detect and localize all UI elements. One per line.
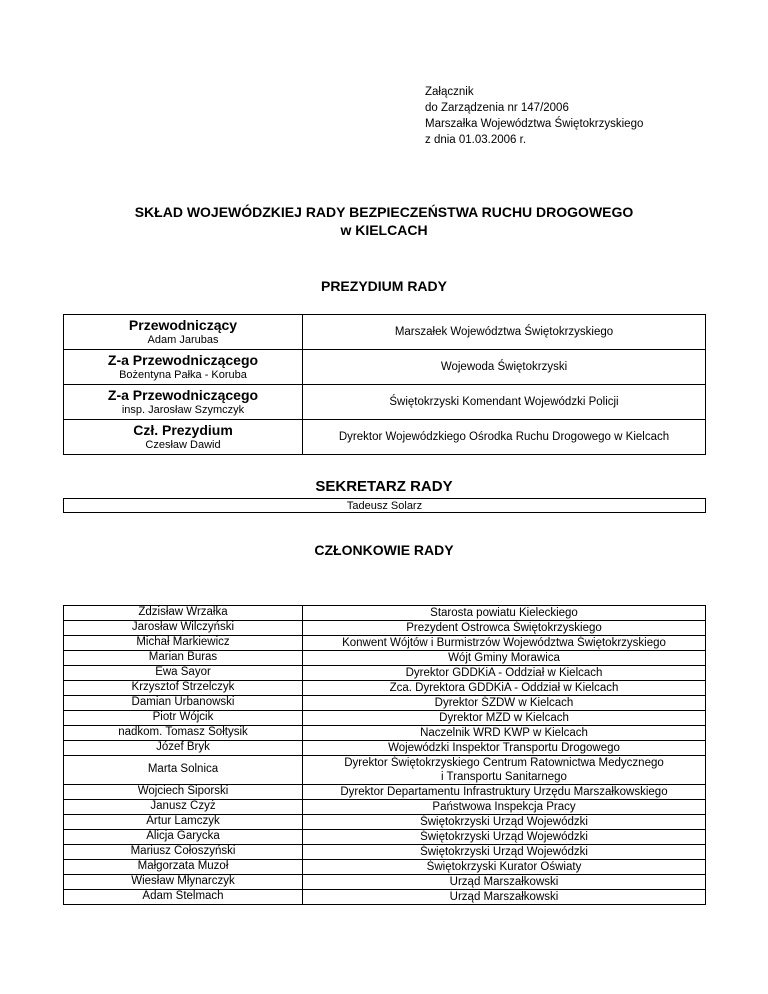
table-row	[64, 875, 706, 890]
members-table	[63, 605, 706, 905]
member-institution: Świętokrzyski Kurator Oświaty	[303, 860, 706, 875]
presidium-person	[64, 315, 303, 350]
member-institution: Zca. Dyrektora GDDKiA - Oddział w Kielcach	[303, 681, 706, 696]
table-row	[64, 696, 706, 711]
institution-line: i Transportu Sanitarnego	[441, 771, 567, 783]
member-institution: Dyrektor GDDKiA - Oddział w Kielcach	[303, 666, 706, 681]
member-name: Mariusz Cołoszyński	[64, 845, 303, 860]
member-institution: Świętokrzyski Urząd Wojewódzki	[303, 815, 706, 830]
table-row	[64, 606, 706, 621]
presidium-institution: Świętokrzyski Komendant Wojewódzki Policji	[303, 385, 706, 420]
member-name: Jarosław Wilczyński	[64, 621, 303, 636]
member-name: Adam Stelmach	[64, 890, 303, 905]
member-name: Krzysztof Strzelczyk	[64, 681, 303, 696]
presidium-person	[64, 420, 303, 455]
member-name: Alicja Garycka	[64, 830, 303, 845]
member-name: Małgorzata Muzoł	[64, 860, 303, 875]
members-heading: CZŁONKOWIE RADY	[314, 542, 454, 558]
member-name: Damian Urbanowski	[64, 696, 303, 711]
annex-line: Marszałka Województwa Świętokrzyskiego	[425, 118, 644, 130]
presidium-institution: Marszałek Województwa Świętokrzyskiego	[303, 315, 706, 350]
table-row	[64, 785, 706, 800]
presidium-institution: Dyrektor Wojewódzkiego Ośrodka Ruchu Drogowego w Kielcach	[303, 420, 706, 455]
secretary-table	[63, 498, 706, 513]
member-institution: Państwowa Inspekcja Pracy	[303, 800, 706, 815]
person-name: Adam Jarubas	[147, 334, 219, 346]
title-line: SKŁAD WOJEWÓDZKIEJ RADY BEZPIECZEŃSTWA RUCHU DROGOWEGO	[134, 204, 634, 220]
member-name: nadkom. Tomasz Sołtysik	[64, 726, 303, 741]
member-name: Michał Markiewicz	[64, 636, 303, 651]
secretary-row	[64, 499, 706, 513]
member-institution: Wójt Gminy Morawica	[303, 651, 706, 666]
role-label: Czł. Prezydium	[133, 422, 233, 438]
member-name: Janusz Czyż	[64, 800, 303, 815]
presidium-person	[64, 385, 303, 420]
member-institution: Świętokrzyski Urząd Wojewódzki	[303, 845, 706, 860]
member-institution: Urząd Marszałkowski	[303, 890, 706, 905]
table-row	[64, 666, 706, 681]
annex-line: Załącznik	[425, 86, 474, 98]
role-label: Przewodniczący	[128, 317, 238, 333]
table-row	[64, 860, 706, 875]
member-institution: Świętokrzyski Urząd Wojewódzki	[303, 830, 706, 845]
member-name: Marta Solnica	[64, 756, 303, 785]
table-row	[64, 830, 706, 845]
role-label: Z-a Przewodniczącego	[107, 352, 259, 368]
member-name: Piotr Wójcik	[64, 711, 303, 726]
secretary-heading: SEKRETARZ RADY	[315, 478, 453, 495]
member-name: Wiesław Młynarczyk	[64, 875, 303, 890]
title-line: w KIELCACH	[340, 222, 428, 238]
annex-line: z dnia 01.03.2006 r.	[425, 134, 527, 146]
presidium-heading: PREZYDIUM RADY	[320, 278, 447, 294]
table-row	[64, 636, 706, 651]
member-name: Wojciech Siporski	[64, 785, 303, 800]
table-row	[64, 845, 706, 860]
annex-line: do Zarządzenia nr 147/2006	[425, 102, 569, 114]
person-name: insp. Jarosław Szymczyk	[121, 404, 245, 416]
institution-line: Dyrektor Świętokrzyskiego Centrum Ratownictwa Medycznego	[344, 757, 664, 769]
presidium-institution: Wojewoda Świętokrzyski	[303, 350, 706, 385]
table-row	[64, 800, 706, 815]
member-name: Józef Bryk	[64, 741, 303, 756]
member-institution: Dyrektor MZD w Kielcach	[303, 711, 706, 726]
table-row	[64, 756, 706, 785]
presidium-row	[64, 385, 706, 420]
member-institution: Prezydent Ostrowca Świętokrzyskiego	[303, 621, 706, 636]
secretary-name: Tadeusz Solarz	[64, 499, 706, 513]
member-name: Marian Buras	[64, 651, 303, 666]
member-name: Zdzisław Wrzałka	[64, 606, 303, 621]
table-row	[64, 621, 706, 636]
presidium-row	[64, 420, 706, 455]
presidium-row	[64, 315, 706, 350]
annex-note	[425, 84, 643, 148]
table-row	[64, 741, 706, 756]
document-title	[0, 203, 768, 239]
person-name: Bożentyna Pałka - Koruba	[119, 369, 247, 381]
person-name: Czesław Dawid	[145, 439, 221, 451]
presidium-person	[64, 350, 303, 385]
member-institution: Wojewódzki Inspektor Transportu Drogowego	[303, 741, 706, 756]
presidium-table	[63, 314, 706, 455]
member-institution: Konwent Wójtów i Burmistrzów Województwa Świętokrzyskiego	[303, 636, 706, 651]
role-label: Z-a Przewodniczącego	[107, 387, 259, 403]
table-row	[64, 651, 706, 666]
member-institution: Dyrektor ŚZDW w Kielcach	[303, 696, 706, 711]
member-institution: Starosta powiatu Kieleckiego	[303, 606, 706, 621]
member-name: Ewa Sayor	[64, 666, 303, 681]
member-name: Artur Lamczyk	[64, 815, 303, 830]
presidium-row	[64, 350, 706, 385]
member-institution	[303, 756, 706, 785]
table-row	[64, 890, 706, 905]
table-row	[64, 815, 706, 830]
member-institution: Naczelnik WRD KWP w Kielcach	[303, 726, 706, 741]
member-institution: Urząd Marszałkowski	[303, 875, 706, 890]
table-row	[64, 681, 706, 696]
table-row	[64, 726, 706, 741]
table-row	[64, 711, 706, 726]
member-institution: Dyrektor Departamentu Infrastruktury Urzędu Marszałkowskiego	[303, 785, 706, 800]
